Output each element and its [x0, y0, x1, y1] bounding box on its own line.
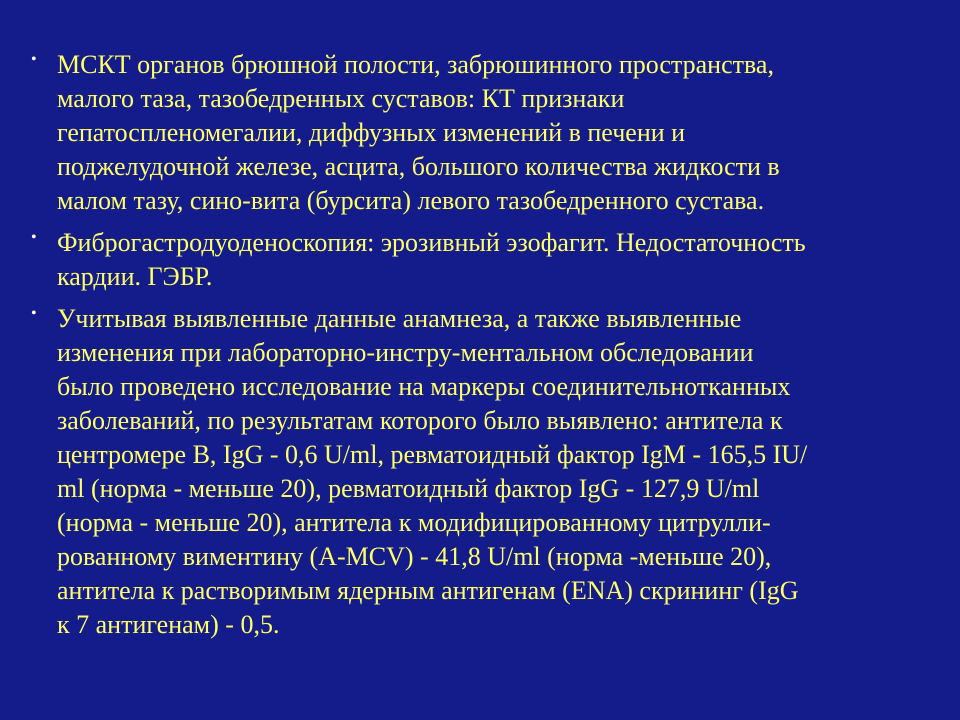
bullet-icon: •	[31, 305, 37, 322]
bullet-item-fgds	[31, 226, 920, 294]
bullet-text-line: ml (норма - меньше 20), ревматоидный фактор IgG - 127,9 U/ml	[57, 474, 760, 503]
bullet-text-line: малом тазу, сино-вита (бурсита) левого тазобедренного сустава.	[57, 186, 765, 215]
bullet-icon: •	[31, 51, 37, 68]
bullet-text-line: антитела к растворимым ядерным антигенам (ENA) скрининг (IgG	[57, 576, 799, 605]
bullet-text-line: МСКТ органов брюшной полости, забрюшинного пространства,	[57, 50, 774, 79]
bullet-text-line: к 7 антигенам) - 0,5.	[57, 610, 280, 639]
bullet-item-msct	[31, 48, 920, 218]
bullet-list	[31, 48, 920, 642]
bullet-text-line: (норма - меньше 20), антитела к модифицированному цитрулли-	[57, 508, 771, 537]
bullet-item-markers	[31, 302, 920, 642]
bullet-text-line: заболеваний, по результатам которого было выявлено: антитела к	[57, 406, 783, 435]
bullet-text-line: Фиброгастродуоденоскопия: эрозивный эзофагит. Недостаточность	[57, 228, 806, 257]
bullet-text-line: рованному виментину (A-MCV) - 41,8 U/ml (норма -меньше 20),	[57, 542, 772, 571]
bullet-text-line: кардии. ГЭБР.	[57, 262, 213, 291]
bullet-text-line: Учитывая выявленные данные анамнеза, а также выявленные	[57, 304, 742, 333]
bullet-text-line: гепатоспленомегалии, диффузных изменений в печени и	[57, 118, 686, 147]
bullet-icon: •	[31, 229, 37, 246]
bullet-text-line: изменения при лабораторно-инстру-ментальном обследовании	[57, 338, 754, 367]
bullet-text-line: поджелудочной железе, асцита, большого количества жидкости в	[57, 152, 780, 181]
bullet-text-line: было проведено исследование на маркеры соединительнотканных	[57, 372, 791, 401]
bullet-text-line: центромере В, IgG - 0,6 U/ml, ревматоидный фактор IgM - 165,5 IU/	[57, 440, 808, 469]
bullet-text-line: малого таза, тазобедренных суставов: КТ признаки	[57, 84, 625, 113]
